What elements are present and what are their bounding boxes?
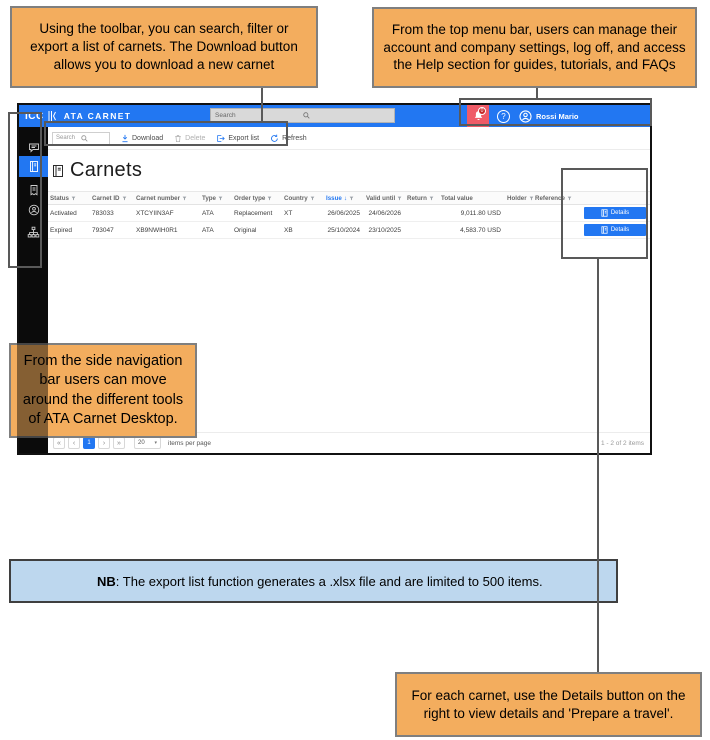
filter-icon — [529, 196, 534, 201]
cell-valid-until: 24/06/2026 — [368, 209, 401, 217]
connector-top-menu-callout — [536, 88, 538, 100]
carnets-title-icon — [52, 164, 64, 178]
cell-country: XT — [284, 209, 293, 217]
bracket-details-column — [561, 168, 648, 259]
cell-total-value: 4,583.70 USD — [460, 226, 501, 234]
filter-icon — [267, 196, 272, 201]
first-page-button[interactable]: « — [53, 437, 65, 449]
column-header-valid-until[interactable]: Valid until — [366, 195, 407, 202]
callout-top-menu — [372, 7, 697, 88]
nb-note — [9, 559, 618, 603]
column-header-carnet-number[interactable]: Carnet number — [136, 195, 202, 202]
connector-toolbar-callout — [261, 88, 263, 123]
column-header-reference[interactable]: Reference — [535, 195, 581, 202]
table-row[interactable] — [48, 222, 650, 239]
cell-order-type: Original — [234, 226, 257, 234]
details-button[interactable]: Details — [584, 224, 646, 236]
table-header-row — [48, 191, 650, 205]
cell-issue: 25/10/2024 — [327, 226, 360, 234]
callout-side-nav-text: From the side navigation bar users can move around the different tools of ATA Carnet Desktop. — [22, 353, 184, 427]
column-header-total-value[interactable]: Total value — [441, 194, 473, 202]
column-header-carnet-id[interactable]: Carnet ID — [92, 195, 136, 202]
connector-details-callout — [597, 259, 599, 672]
callout-top-menu-text: From the top menu bar, users can manage their account and company settings, log off, and access the Help section for guides, tutorials, and FAQs — [383, 21, 686, 73]
column-header-holder[interactable]: Holder — [507, 195, 535, 202]
last-page-button[interactable]: » — [113, 437, 125, 449]
callout-details-text: For each carnet, use the Details button on the right to view details and 'Prepare a travel'. — [411, 687, 686, 721]
column-header-order-type[interactable]: Order type — [234, 195, 284, 202]
table-row[interactable] — [48, 205, 650, 222]
page-1-button[interactable]: 1 — [83, 437, 95, 449]
cell-carnet-number: XTCYIIN3AF — [136, 209, 174, 217]
details-button[interactable]: Details — [584, 207, 646, 219]
toolbar-search-placeholder: Search — [56, 135, 76, 141]
bracket-toolbar — [44, 121, 288, 146]
column-header-return[interactable]: Return — [407, 195, 441, 202]
column-header-status[interactable]: Status — [50, 195, 92, 202]
nb-note-text: NB: The export list function generates a .xlsx file and are limited to 500 items. — [97, 573, 543, 589]
export-list-label: Export list — [228, 134, 260, 142]
cell-issue: 26/06/2025 — [327, 209, 360, 217]
page-title: Carnets — [70, 159, 143, 181]
column-header-issue[interactable]: Issue ↓ — [326, 195, 366, 202]
bracket-side-nav — [8, 112, 42, 268]
callout-toolbar — [10, 6, 318, 88]
cell-order-type: Replacement — [234, 209, 273, 217]
cell-carnet-id: 783033 — [92, 209, 114, 217]
bracket-top-menu — [459, 98, 652, 126]
download-label: Download — [132, 134, 164, 142]
sort-desc-icon: ↓ — [343, 194, 347, 202]
column-header-country[interactable]: Country — [284, 195, 326, 202]
filter-icon — [182, 196, 187, 201]
refresh-label: Refresh — [282, 134, 307, 142]
global-search-placeholder: Search — [215, 112, 236, 119]
notification-badge: 0 — [478, 107, 486, 115]
icc-logo-text: ICC — [25, 110, 44, 122]
chevron-down-icon: ▾ — [154, 440, 157, 446]
cell-type: ATA — [202, 226, 214, 234]
filter-icon — [349, 196, 354, 201]
delete-label: Delete — [185, 134, 206, 142]
filter-icon — [71, 196, 76, 201]
cell-country: XB — [284, 226, 293, 234]
nb-label: NB — [97, 573, 116, 589]
page-size-select[interactable]: 20 ▾ — [134, 437, 161, 449]
search-icon — [303, 112, 391, 119]
question-mark-icon: ? — [501, 111, 506, 121]
filter-icon — [122, 196, 127, 201]
cell-status: Expired — [50, 226, 73, 234]
filter-icon — [429, 196, 434, 201]
next-page-button[interactable]: › — [98, 437, 110, 449]
cell-carnet-number: XB9NWIH0R1 — [136, 226, 178, 234]
column-header-type[interactable]: Type — [202, 195, 234, 202]
cell-type: ATA — [202, 209, 214, 217]
cell-valid-until: 23/10/2025 — [368, 226, 401, 234]
cell-carnet-id: 793047 — [92, 226, 114, 234]
callout-details — [395, 672, 702, 737]
sidebar-overlap-shade — [17, 343, 48, 438]
brand-text: ATA CARNET — [63, 111, 132, 121]
filter-icon — [310, 196, 315, 201]
callout-toolbar-text: Using the toolbar, you can search, filter or export a list of carnets. The Download button allows you to download a new carnet — [30, 21, 298, 72]
filter-icon — [218, 196, 223, 201]
user-name: Rossi Mario — [536, 111, 579, 121]
cell-status: Activated — [50, 209, 77, 217]
pagination-summary: 1 - 2 of 2 items — [601, 439, 644, 447]
filter-icon — [397, 196, 402, 201]
items-per-page-label: items per page — [168, 439, 211, 447]
previous-page-button[interactable]: ‹ — [68, 437, 80, 449]
cell-total-value: 9,011.80 USD — [460, 209, 501, 217]
